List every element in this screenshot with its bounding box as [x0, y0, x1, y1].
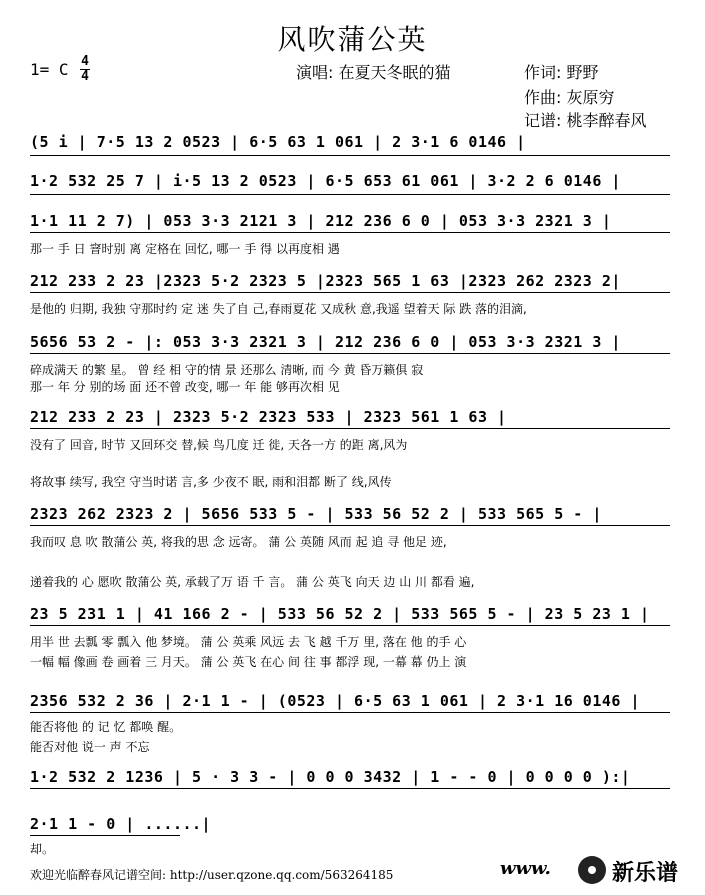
score-row-2-notes: 1·2 532 25 7 | i·5 13 2 0523 | 6·5 653 61 061 | 3·2 2 6 0146 | — [30, 172, 621, 190]
time-signature — [80, 56, 90, 83]
score-row-2-underline — [30, 194, 670, 195]
score-row-3-lyrics-1: 那一 手 日 窨时别 离 定格在 回忆, 哪一 手 得 以再度相 遇 — [30, 242, 340, 256]
score-row-11-underline — [30, 835, 180, 836]
score-row-4-lyrics-1: 是他的 归期, 我独 守那时约 定 迷 失了自 己,春雨夏花 又成秋 意,我遥 望着天 际 跌 落的泪滴, — [30, 302, 527, 316]
score-row-9-notes: 2356 532 2 36 | 2·1 1 - | (0523 | 6·5 63 1 061 | 2 3·1 16 0146 | — [30, 692, 640, 710]
score-row-7-lyrics-1: 我而叹 息 吹 散蒲公 英, 将我的思 念 远寄。 蒲 公 英随 风而 起 追 寻 他足 迹, — [30, 535, 447, 549]
transcriber-credit: 记谱: 桃李醉春风 — [524, 111, 647, 130]
score-row-8-lyrics-1: 用半 世 去瓢 零 瓢入 他 梦境。 蒲 公 英乘 风远 去 飞 越 千万 里, 落在 他 的手 心 — [30, 635, 467, 649]
score-row-7-underline — [30, 525, 670, 526]
time-signature-top: 4 — [81, 54, 89, 69]
score-row-1-notes: (5 i | 7·5 13 2 0523 | 6·5 63 1 061 | 2 3·1 6 0146 | — [30, 133, 526, 151]
score-row-8-notes: 23 5 231 1 | 41 166 2 - | 533 56 52 2 | 533 565 5 - | 23 5 23 1 | — [30, 605, 650, 623]
score-row-5-lyrics-2: 那一 年 分 别的场 面 还不曾 改变, 哪一 年 能 够再次相 见 — [30, 380, 340, 394]
score-row-9-lyrics-1: 能否将他 的 记 忆 都唤 醒。 — [30, 720, 182, 734]
score-row-4-underline — [30, 292, 670, 293]
singer-credit: 演唱: 在夏天冬眠的猫 — [296, 63, 451, 82]
brand-text: www. — [500, 858, 551, 879]
score-row-6-lyrics-1: 没有了 回音, 时节 又回环交 替,候 鸟几度 迁 徙, 天各一方 的距 离,风为 — [30, 438, 408, 452]
lyricist-credit: 作词: 野野 — [524, 63, 599, 82]
score-row-5-notes: 5656 53 2 - |: 053 3·3 2321 3 | 212 236 6 0 | 053 3·3 2321 3 | — [30, 333, 621, 351]
song-title: 风吹蒲公英 — [277, 23, 428, 56]
score-row-8-underline — [30, 625, 670, 626]
score-row-10-notes: 1·2 532 2 1236 | 5 · 3 3 - | 0 0 0 3432 | 1 - - 0 | 0 0 0 0 ):| — [30, 768, 631, 786]
time-signature-bottom: 4 — [81, 69, 89, 84]
score-row-3-notes: 1·1 11 2 7) | 053 3·3 2121 3 | 212 236 6 0 | 053 3·3 2321 3 | — [30, 212, 612, 230]
score-row-11-notes: 2·1 1 - 0 | ......| — [30, 815, 212, 833]
score-row-7-notes: 2323 262 2323 2 | 5656 533 5 - | 533 56 52 2 | 533 565 5 - | — [30, 505, 602, 523]
score-row-1-underline — [30, 155, 670, 156]
logo-disc-icon — [578, 856, 606, 884]
footer-text: 欢迎光临醉春风记谱空间: http://user.qzone.qq.com/563264185 — [30, 868, 394, 882]
logo-text: 新乐谱 — [612, 861, 679, 886]
score-row-6-underline — [30, 428, 670, 429]
score-row-9-lyrics-2: 能否对他 说一 声 不忘 — [30, 740, 150, 754]
score-row-7-lyrics-2: 递着我的 心 愿吹 散蒲公 英, 承载了万 语 千 言。 蒲 公 英飞 向天 边 山 川 都看 遍, — [30, 575, 475, 589]
score-row-8-lyrics-2: 一幅 幅 像画 卷 画着 三 月天。 蒲 公 英飞 在心 间 往 事 都浮 现, 一幕 幕 仍上 演 — [30, 655, 467, 669]
score-row-11-lyrics-1: 却。 — [30, 842, 55, 856]
score-row-6-notes: 212 233 2 23 | 2323 5·2 2323 533 | 2323 561 1 63 | — [30, 408, 507, 426]
score-row-5-underline — [30, 353, 670, 354]
key-signature: 1= C — [30, 60, 69, 79]
score-row-4-notes: 212 233 2 23 |2323 5·2 2323 5 |2323 565 1 63 |2323 262 2323 2| — [30, 272, 621, 290]
composer-credit: 作曲: 灰原穷 — [524, 88, 615, 107]
score-row-5-lyrics-1: 碎成满天 的繁 星。 曾 经 相 守的情 景 还那么 清晰, 而 今 黄 昏万籁俱 寂 — [30, 363, 424, 377]
score-row-10-underline — [30, 788, 670, 789]
score-row-9-underline — [30, 712, 670, 713]
score-row-6-lyrics-2: 将故事 续写, 我空 守当时诺 言,多 少夜不 眠, 雨和泪都 断了 线,风传 — [30, 475, 392, 489]
score-row-3-underline — [30, 232, 670, 233]
